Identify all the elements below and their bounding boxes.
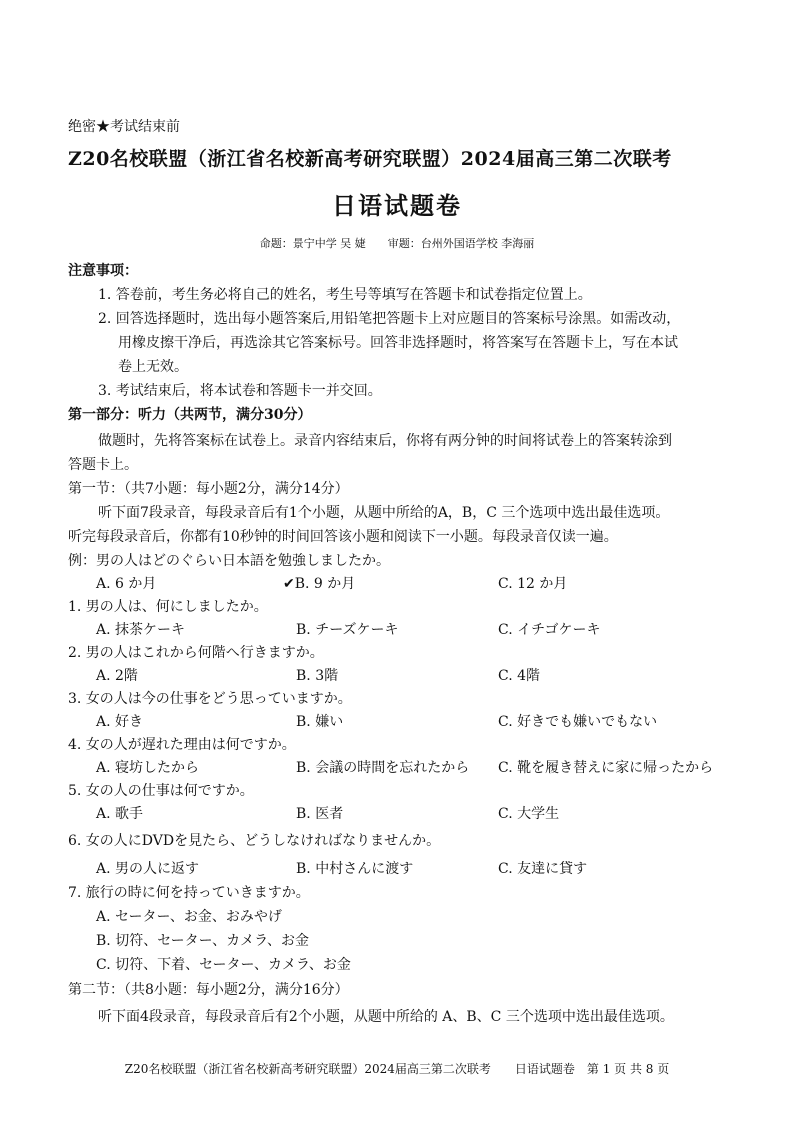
question-7-option-c: C. 切符、下着、セーター、カメラ、お金 bbox=[96, 957, 351, 973]
question-3-option-c: C. 好きでも嫌いでもない bbox=[498, 714, 658, 730]
section2-intro-line-1: 听下面4段录音，每段录音后有2个小题，从题中所给的 A、B、C 三个选项中选出最佳选项。 bbox=[98, 1009, 674, 1025]
question-2-option-c: C. 4階 bbox=[498, 668, 541, 684]
question-5: 5. 女の人の仕事は何ですか。 bbox=[68, 783, 254, 799]
question-2-option-b: B. 3階 bbox=[296, 668, 339, 684]
question-4-option-c: C. 靴を履き替えに家に帰ったから bbox=[498, 760, 714, 776]
question-4-option-b: B. 会議の時間を忘れたから bbox=[296, 760, 470, 776]
question-7-option-a: A. セーター、お金、おみやげ bbox=[96, 909, 282, 925]
note-item-2-line-1: 2. 回答选择题时，选出每小题答案后,用铅笔把答题卡上对应题目的答案标号涂黑。如需改动， bbox=[98, 311, 681, 327]
question-6-option-b: B. 中村さんに渡す bbox=[296, 861, 414, 877]
example-option-c: C. 12 か月 bbox=[498, 576, 568, 592]
example-option-b: ✔B. 9 か月 bbox=[283, 576, 356, 592]
section1-intro-line-2: 听完每段录音后，你都有10秒钟的时间回答该小题和阅读下一小题。每段录音仅读一遍。 bbox=[68, 529, 618, 545]
note-item-3: 3. 考试结束后，将本试卷和答题卡一并交回。 bbox=[98, 383, 382, 399]
part1-intro-line-2: 答题卡上。 bbox=[68, 457, 138, 473]
question-2: 2. 男の人はこれから何階へ行きますか。 bbox=[68, 645, 324, 661]
question-3-option-b: B. 嫌い bbox=[296, 714, 344, 730]
question-1-option-b: B. チーズケーキ bbox=[296, 622, 399, 638]
question-2-option-a: A. 2階 bbox=[96, 668, 138, 684]
question-5-option-c: C. 大学生 bbox=[498, 806, 560, 822]
part1-intro-line-1: 做题时，先将答案标在试卷上。录音内容结束后，你将有两分钟的时间将试卷上的答案转涂到 bbox=[98, 433, 672, 449]
question-5-option-b: B. 医者 bbox=[296, 806, 344, 822]
section1-intro-line-1: 听下面7段录音，每段录音后有1个小题，从题中所给的A，B，C 三个选项中选出最佳选项。 bbox=[98, 505, 670, 521]
question-1-option-a: A. 抹茶ケーキ bbox=[96, 622, 186, 638]
note-item-2-line-3: 卷上无效。 bbox=[118, 359, 188, 375]
section2-heading: 第二节：（共8小题：每小题2分，满分16分） bbox=[68, 982, 349, 998]
note-item-2-line-2: 用橡皮擦干净后，再选涂其它答案标号。回答非选择题时，将答案写在答题卡上，写在本试 bbox=[118, 335, 678, 351]
question-1: 1. 男の人は、何にしましたか。 bbox=[68, 599, 268, 615]
subject-title: 日语试题卷 bbox=[332, 191, 462, 220]
page-footer: Z20名校联盟（浙江省名校新高考研究联盟）2024届高三第二次联考 日语试题卷 第 1 页 共 8 页 bbox=[124, 1062, 670, 1076]
note-item-1: 1. 答卷前，考生务必将自己的姓名，考生号等填写在答题卡和试卷指定位置上。 bbox=[98, 287, 592, 303]
question-3: 3. 女の人は今の仕事をどう思っていますか。 bbox=[68, 691, 352, 707]
question-6-option-a: A. 男の人に返す bbox=[96, 861, 200, 877]
section1-heading: 第一节：（共7小题：每小题2分，满分14分） bbox=[68, 481, 349, 497]
notes-heading: 注意事项： bbox=[68, 263, 138, 279]
question-3-option-a: A. 好き bbox=[96, 714, 144, 730]
part1-heading: 第一部分：听力（共两节，满分30分） bbox=[68, 407, 312, 423]
question-7: 7. 旅行の時に何を持っていきますか。 bbox=[68, 885, 310, 901]
example-option-a: A. 6 か月 bbox=[96, 576, 157, 592]
confidential-label: 绝密★考试结束前 bbox=[68, 119, 180, 135]
question-7-option-b: B. 切符、セーター、カメラ、お金 bbox=[96, 933, 309, 949]
exam-title: Z20名校联盟（浙江省名校新高考研究联盟）2024届高三第二次联考 bbox=[68, 148, 672, 170]
question-5-option-a: A. 歌手 bbox=[96, 806, 144, 822]
question-4-option-a: A. 寝坊したから bbox=[96, 760, 200, 776]
question-1-option-c: C. イチゴケーキ bbox=[498, 622, 601, 638]
question-6-option-c: C. 友達に貸す bbox=[498, 861, 588, 877]
example-question: 例：男の人はどのぐらい日本語を勉強しましたか。 bbox=[68, 553, 390, 569]
question-4: 4. 女の人が遅れた理由は何ですか。 bbox=[68, 737, 296, 753]
authors-line: 命题：景宁中学 吴 婕 审题：台州外国语学校 李海丽 bbox=[259, 237, 535, 250]
question-6: 6. 女の人にDVDを見たら、どうしなければなりませんか。 bbox=[68, 833, 441, 849]
